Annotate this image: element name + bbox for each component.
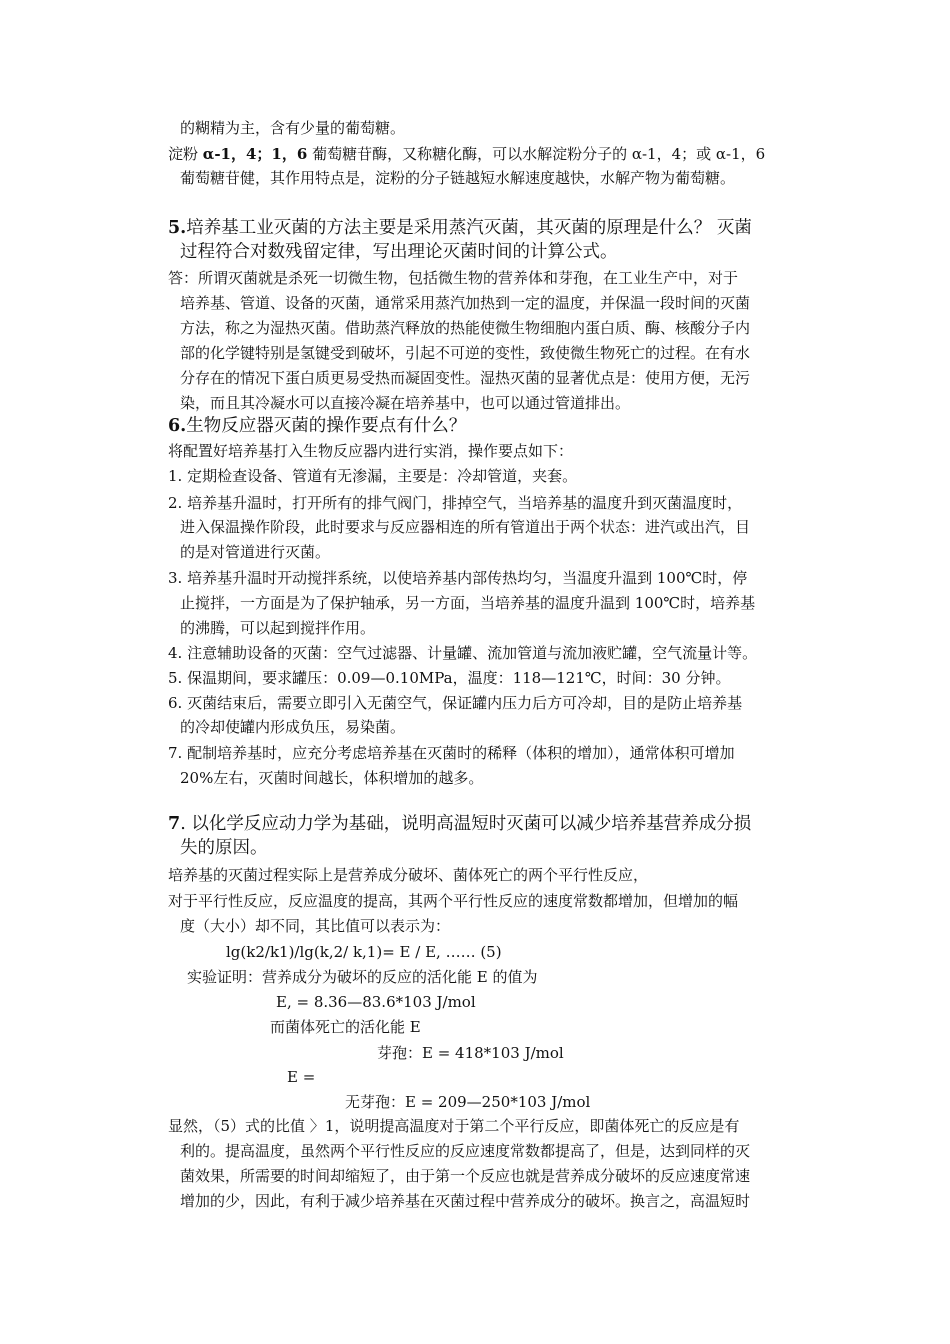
list-item-continuation: 的冷却使罐内形成负压，易染菌。 <box>180 718 406 736</box>
text-line: 实验证明：营养成分为破坏的反应的活化能 E 的值为 <box>187 968 538 986</box>
formula: 芽孢：E = 418*103 J/mol <box>377 1044 564 1062</box>
question-number: 7 <box>168 814 181 834</box>
question-title: 培养基工业灭菌的方法主要是采用蒸汽灭菌，其灭菌的原理是什么？ 灭菌 <box>186 218 752 238</box>
text-line: 将配置好培养基打入生物反应器内进行实消，操作要点如下： <box>168 442 574 460</box>
text-line: 部的化学键特别是氢键受到破坏，引起不可逆的变性，致使微生物死亡的过程。在有水 <box>180 344 751 362</box>
formula: E = <box>287 1068 316 1086</box>
formula: 无芽孢：E = 209—250*103 J/mol <box>345 1093 591 1111</box>
text-line: 菌效果，所需要的时间却缩短了，由于第一个反应也就是营养成分破坏的反应速度常速 <box>180 1167 751 1185</box>
text-line: 方法，称之为湿热灭菌。借助蒸汽释放的热能使微生物细胞内蛋白质、酶、核酸分子内 <box>180 319 751 337</box>
text-run: 淀粉 <box>168 145 203 163</box>
question-title: . 以化学反应动力学为基础，说明高温短时灭菌可以减少培养基营养成分损 <box>180 814 752 834</box>
text-line: 对于平行性反应，反应温度的提高，其两个平行性反应的速度常数都增加，但增加的幅 <box>168 892 739 910</box>
text-run: 葡萄糖苷酶，又称糖化酶，可以水解淀粉分子的 α-1，4；或 α-1，6 <box>307 145 766 163</box>
question-7-heading <box>168 812 751 837</box>
text-line: 而菌体死亡的活化能 E <box>270 1018 421 1036</box>
text-line: 利的。提高温度，虽然两个平行性反应的反应速度常数都提高了，但是，达到同样的灭 <box>180 1142 751 1160</box>
text-line: 增加的少，因此，有利于减少培养基在灭菌过程中营养成分的破坏。换言之，高温短时 <box>180 1192 751 1210</box>
text-line: 培养基、管道、设备的灭菌，通常采用蒸汽加热到一定的温度，并保温一段时间的灭菌 <box>180 294 751 312</box>
bold-text: α-1，4；1，6 <box>202 145 308 163</box>
text-line: 培养基的灭菌过程实际上是营养成分破坏、菌体死亡的两个平行性反应， <box>168 866 649 884</box>
question-number: 6. <box>168 416 187 436</box>
list-item: 4. 注意辅助设备的灭菌：空气过滤器、计量罐、流加管道与流加液贮罐，空气流量计等。 <box>168 644 758 662</box>
formula: E, = 8.36—83.6*103 J/mol <box>276 993 476 1011</box>
question-5-heading <box>168 216 752 241</box>
text-line: 染，而且其冷凝水可以直接冷凝在培养基中，也可以通过管道排出。 <box>180 394 631 412</box>
text-line <box>168 143 765 165</box>
question-title: 生物反应器灭菌的操作要点有什么？ <box>186 416 467 436</box>
question-6-heading <box>168 414 466 439</box>
list-item: 5. 保温期间，要求罐压：0.09—0.10MPa，温度：118—121℃，时间：30 分钟。 <box>168 669 731 687</box>
list-item: 2. 培养基升温时，打开所有的排气阀门，排掉空气，当培养基的温度升到灭菌温度时， <box>168 494 743 512</box>
question-title-line: 过程符合对数残留定律，写出理论灭菌时间的计算公式。 <box>180 242 618 262</box>
text-line: 分存在的情况下蛋白质更易受热而凝固变性。湿热灭菌的显著优点是：使用方便，无污 <box>180 369 751 387</box>
text-line: 度（大小）却不同，其比值可以表示为： <box>180 917 451 935</box>
list-item-continuation: 的是对管道进行灭菌。 <box>180 543 331 561</box>
text-line: 显然，（5）式的比值 〉1，说明提高温度对于第二个平行反应，即菌体死亡的反应是有 <box>168 1117 740 1135</box>
text-line: 答：所谓灭菌就是杀死一切微生物，包括微生物的营养体和芽孢，在工业生产中，对于 <box>168 269 739 287</box>
question-number: 5. <box>168 218 187 238</box>
list-item: 7. 配制培养基时，应充分考虑培养基在灭菌时的稀释（体积的增加），通常体积可增加 <box>168 744 735 762</box>
text-line: 葡萄糖苷健，其作用特点是，淀粉的分子链越短水解速度越快，水解产物为葡萄糖。 <box>180 169 736 187</box>
list-item: 3. 培养基升温时开动搅拌系统，以使培养基内部传热均匀，当温度升温到 100℃时，停 <box>168 569 748 587</box>
list-item: 6. 灭菌结束后，需要立即引入无菌空气，保证罐内压力后方可冷却，目的是防止培养基 <box>168 694 743 712</box>
text-line: 的糊精为主，含有少量的葡萄糖。 <box>180 119 406 137</box>
question-title-line: 失的原因。 <box>180 838 268 858</box>
list-item-continuation: 止搅拌，一方面是为了保护轴承，另一方面，当培养基的温度升温到 100℃时，培养基 <box>180 594 756 612</box>
formula: lg(k2/k1)/lg(k,2/ k,1)= E / E, …… (5) <box>226 943 502 961</box>
list-item-continuation: 20%左右，灭菌时间越长，体积增加的越多。 <box>180 769 484 787</box>
list-item-continuation: 进入保温操作阶段，此时要求与反应器相连的所有管道出于两个状态：进汽或出汽，目 <box>180 518 751 536</box>
list-item-continuation: 的沸腾，可以起到搅拌作用。 <box>180 619 376 637</box>
list-item: 1. 定期检查设备、管道有无渗漏，主要是：冷却管道，夹套。 <box>168 467 578 485</box>
